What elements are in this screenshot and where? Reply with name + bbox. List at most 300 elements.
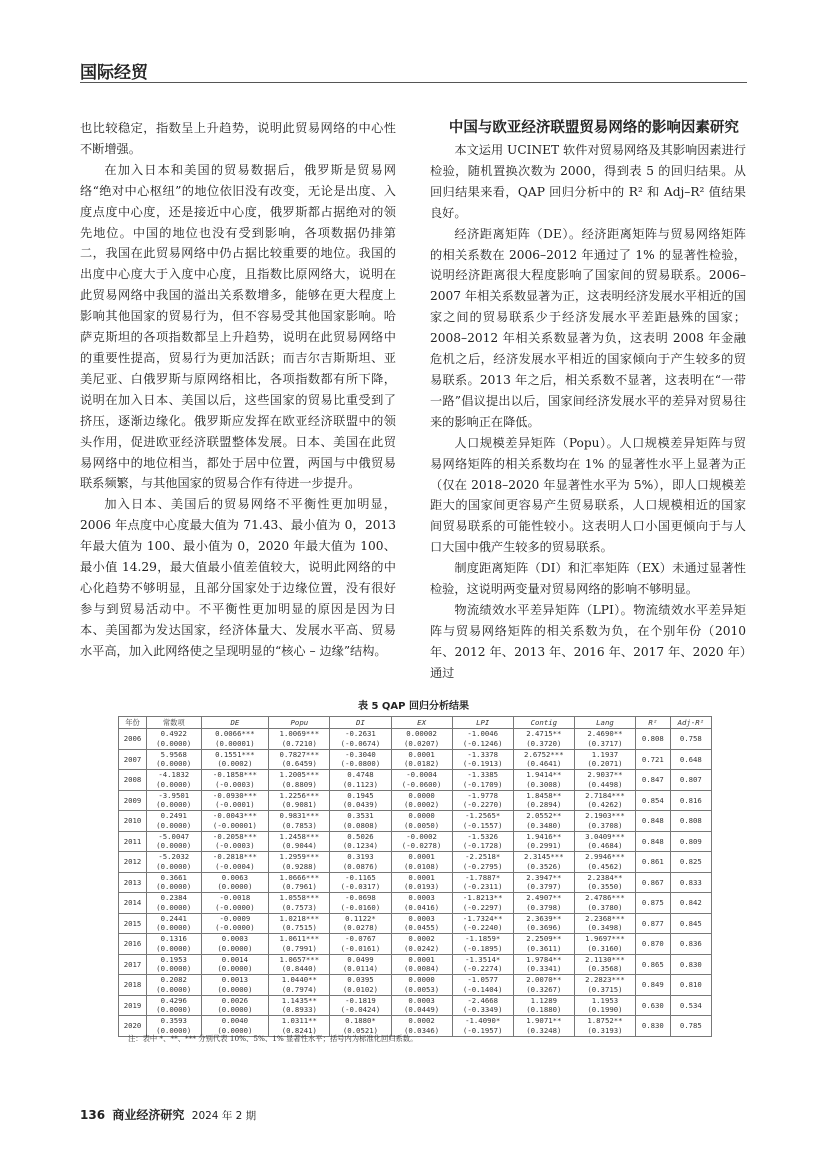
coefficient-value: 0.0001 <box>408 749 435 759</box>
coefficient-cell <box>269 770 330 791</box>
paragraph: 在加入日本和美国的贸易数据后，俄罗斯是贸易网络“绝对中心枢纽”的地位依旧没有改变，无论是出度、入度点度中心度，还是接近中心度，俄罗斯都占据绝对的领先地位。中国的地位也没有受到影响，各项数据仍排第二，我国在此贸易网络中仍占据比较重要的地位。我国的出度中心度大于入度中心度，且指数比原网络大，说明在此贸易网络中我国的溢出关系数增多，能够在更大程度上影响其他国家的贸易行为，但不容易受其他国家影响。哈萨克斯坦的各项指数都呈上升趋势，说明在此贸易网络中的重要性提高，贸易行为更加活跃；而吉尔吉斯斯坦、亚美尼亚、白俄罗斯与原网络相比，各项指数都有所下降，说明在加入日本、美国以后，这些国家的贸易比重受到了挤压，逐渐边缘化。俄罗斯应发挥在欧亚经济联盟中的领头作用，促进欧亚经济联盟整体发展。日本、美国在此贸易网络中的地位相当，都处于居中位置，两国与中俄贸易联系频繁，与其他国家的贸易合作有待进一步提升。 <box>80 162 396 491</box>
adj-r2-cell: 0.845 <box>670 913 711 934</box>
coefficient-value: -0.0043*** <box>212 811 257 821</box>
coefficient-value: 0.0040 <box>221 1016 249 1026</box>
coefficient-cell <box>147 872 202 893</box>
standardized-value: (0.0808) <box>342 820 379 830</box>
standardized-value: (0.9081) <box>281 800 317 810</box>
standardized-value: (0.0278) <box>342 923 379 933</box>
standardized-value: (0.3498) <box>587 923 623 933</box>
standardized-value: (0.0000) <box>217 984 253 994</box>
standardized-value: (-0.00001) <box>212 820 257 830</box>
coefficient-cell <box>513 831 574 852</box>
coefficient-value: 2.4690** <box>587 729 623 739</box>
year-cell: 2018 <box>119 975 147 996</box>
adj-r2-cell: 0.836 <box>670 934 711 955</box>
standardized-value: (-0.1895) <box>462 943 503 953</box>
coefficient-cell <box>391 954 452 975</box>
coefficient-cell <box>391 1016 452 1037</box>
coefficient-cell <box>452 995 513 1016</box>
standardized-value: (0.3341) <box>526 964 562 974</box>
coefficient-value: 1.9697*** <box>585 934 625 944</box>
coefficient-cell <box>452 975 513 996</box>
coefficient-cell <box>330 893 391 914</box>
coefficient-cell <box>452 934 513 955</box>
coefficient-value: 2.6752*** <box>524 749 564 759</box>
paragraph: 加入日本、美国后的贸易网络不平衡性更加明显，2006 年点度中心度最大值为 71.43、最小值为 0，2013 年最大值为 100、最小值为 0，2020 年最大值为 100、最小值 14.29，最大值最小值差值较大，说明此网络的中心化趋势不够明显，且部分国家处于边缘位置，没有很好参与到贸易活动中。不平衡性更加明显的原因是因为日本、美国都为发达国家，经济体量大、发展水平高、贸易水平高，加入此网络使之呈现明显的“核心 – 边缘”结构。 <box>80 497 396 658</box>
coefficient-value: -2.4668 <box>467 995 499 1005</box>
column-header: R² <box>636 717 671 729</box>
year-cell: 2007 <box>119 749 147 770</box>
coefficient-value: 0.1316 <box>160 934 187 944</box>
adj-r2-cell: 0.833 <box>670 872 711 893</box>
standardized-value: (0.1234) <box>342 841 379 851</box>
standardized-value: (0.0000) <box>217 882 253 892</box>
coefficient-cell <box>147 770 202 791</box>
r2-cell: 0.830 <box>636 1016 671 1037</box>
coefficient-value: -1.7324** <box>462 913 503 923</box>
standardized-value: (0.0193) <box>404 882 440 892</box>
standardized-value: (-0.2240) <box>462 923 503 933</box>
coefficient-value: -5.0047 <box>158 831 190 841</box>
coefficient-cell <box>147 975 202 996</box>
standardized-value: (0.0346) <box>404 1025 440 1035</box>
standardized-value: (0.3550) <box>587 882 623 892</box>
coefficient-cell <box>269 934 330 955</box>
coefficient-value: -1.3514* <box>465 954 501 964</box>
coefficient-value: 2.9037** <box>587 770 623 780</box>
coefficient-value: 0.0000 <box>408 975 435 985</box>
coefficient-cell <box>330 954 391 975</box>
page-footer <box>80 1106 256 1123</box>
adj-r2-cell: 0.807 <box>670 770 711 791</box>
coefficient-cell <box>269 995 330 1016</box>
coefficient-cell <box>201 749 269 770</box>
year-cell: 2014 <box>119 893 147 914</box>
coefficient-cell <box>513 995 574 1016</box>
coefficient-cell <box>201 852 269 873</box>
coefficient-cell <box>269 1016 330 1037</box>
coefficient-cell <box>513 954 574 975</box>
coefficient-cell <box>574 913 635 934</box>
coefficient-cell <box>269 975 330 996</box>
coefficient-value: 1.2959*** <box>279 852 320 862</box>
standardized-value: (0.0000) <box>217 1025 253 1035</box>
coefficient-value: -0.0002 <box>406 831 437 841</box>
coefficient-value: -1.1859* <box>465 934 501 944</box>
coefficient-value: 0.2082 <box>160 975 187 985</box>
standardized-value: (-0.1957) <box>462 1025 503 1035</box>
coefficient-value: 0.4922 <box>160 729 187 739</box>
paragraph: 也比较稳定，指数呈上升趋势，说明此贸易网络的中心性不断增强。 <box>80 121 396 156</box>
coefficient-cell <box>147 729 202 750</box>
standardized-value: (0.3696) <box>526 923 562 933</box>
standardized-value: (0.3798) <box>526 902 562 912</box>
standardized-value: (0.0182) <box>404 759 440 769</box>
coefficient-cell <box>452 831 513 852</box>
standardized-value: (0.3780) <box>587 902 623 912</box>
year-cell: 2012 <box>119 852 147 873</box>
coefficient-value: 0.0003 <box>221 934 249 944</box>
standardized-value: (0.00001) <box>215 738 255 748</box>
standardized-value: (0.7974) <box>281 984 317 994</box>
coefficient-value: 0.00002 <box>406 729 437 739</box>
coefficient-value: -0.0004 <box>406 770 437 780</box>
standardized-value: (-0.0161) <box>340 943 381 953</box>
coefficient-value: 3.0409*** <box>585 831 625 841</box>
standardized-value: (0.0000) <box>156 738 192 748</box>
table-row <box>119 770 712 791</box>
standardized-value: (0.3160) <box>587 943 623 953</box>
column-header: DE <box>201 717 269 729</box>
standardized-value: (0.8933) <box>281 1005 317 1015</box>
standardized-value: (0.0000) <box>217 964 253 974</box>
table-row <box>119 831 712 852</box>
coefficient-value: 1.0218*** <box>279 913 320 923</box>
standardized-value: (0.0108) <box>404 861 440 871</box>
standardized-value: (0.3797) <box>526 882 562 892</box>
coefficient-cell <box>201 893 269 914</box>
column-header: EX <box>391 717 452 729</box>
coefficient-cell <box>201 831 269 852</box>
adj-r2-cell: 0.785 <box>670 1016 711 1037</box>
coefficient-cell <box>330 913 391 934</box>
coefficient-value: 0.0001 <box>408 872 435 882</box>
standardized-value: (0.0002) <box>404 800 440 810</box>
coefficient-cell <box>269 790 330 811</box>
coefficient-cell <box>269 749 330 770</box>
coefficient-value: 0.0000 <box>408 790 435 800</box>
standardized-value: (0.2894) <box>526 800 562 810</box>
coefficient-value: 1.2005*** <box>279 770 320 780</box>
right-column <box>430 118 746 684</box>
table-row <box>119 811 712 832</box>
paragraph: 本文运用 UCINET 软件对贸易网络及其影响因素进行检验，随机置换次数为 2000，得到表 5 的回归结果。从回归结果来看，QAP 回归分析中的 R² 和 Adj–R² 值结果良好。 <box>430 143 746 220</box>
coefficient-cell <box>269 852 330 873</box>
coefficient-value: -0.0698 <box>345 893 376 903</box>
standardized-value: (-0.0001) <box>215 800 255 810</box>
coefficient-value: -0.1819 <box>345 995 376 1005</box>
coefficient-value: -0.0009 <box>219 913 251 923</box>
standardized-value: (0.0242) <box>404 943 440 953</box>
coefficient-value: -0.0767 <box>345 934 376 944</box>
coefficient-value: 2.4715** <box>526 729 562 739</box>
standardized-value: (0.0000) <box>156 820 192 830</box>
coefficient-value: 0.3661 <box>160 872 187 882</box>
table-caption: 表 5 QAP 回归分析结果 <box>358 701 469 712</box>
coefficient-cell <box>574 770 635 791</box>
standardized-value: (0.4562) <box>587 861 623 871</box>
coefficient-cell <box>147 749 202 770</box>
coefficient-cell <box>330 975 391 996</box>
coefficient-value: 0.1945 <box>347 790 374 800</box>
coefficient-cell <box>513 790 574 811</box>
standardized-value: (-0.0004) <box>215 861 255 871</box>
coefficient-value: 0.3531 <box>347 811 374 821</box>
standardized-value: (0.9044) <box>281 841 317 851</box>
coefficient-cell <box>574 975 635 996</box>
standardized-value: (-0.2270) <box>462 800 503 810</box>
coefficient-cell <box>574 954 635 975</box>
standardized-value: (0.0000) <box>156 759 192 769</box>
standardized-value: (-0.1557) <box>462 820 503 830</box>
standardized-value: (0.0000) <box>156 943 192 953</box>
coefficient-value: 2.1130*** <box>585 954 625 964</box>
table-row <box>119 852 712 873</box>
coefficient-value: 0.3193 <box>347 852 374 862</box>
r2-cell: 0.870 <box>636 934 671 955</box>
coefficient-cell <box>201 975 269 996</box>
standardized-value: (0.7210) <box>281 738 317 748</box>
standardized-value: (0.3568) <box>587 964 623 974</box>
standardized-value: (-0.2795) <box>462 861 503 871</box>
coefficient-cell <box>574 749 635 770</box>
standardized-value: (0.0455) <box>404 923 440 933</box>
coefficient-cell <box>201 729 269 750</box>
coefficient-cell <box>330 852 391 873</box>
standardized-value: (0.2071) <box>587 759 623 769</box>
standardized-value: (-0.1404) <box>462 984 503 994</box>
coefficient-value: -0.1165 <box>345 872 376 882</box>
standardized-value: (0.0000) <box>156 861 192 871</box>
coefficient-cell <box>201 811 269 832</box>
year-cell: 2016 <box>119 934 147 955</box>
table-row <box>119 995 712 1016</box>
year-cell: 2006 <box>119 729 147 750</box>
coefficient-cell <box>147 995 202 1016</box>
coefficient-value: 1.9414** <box>526 770 562 780</box>
coefficient-cell <box>452 852 513 873</box>
standardized-value: (-0.0800) <box>340 759 381 769</box>
adj-r2-cell: 0.534 <box>670 995 711 1016</box>
coefficient-value: 1.1289 <box>530 995 557 1005</box>
coefficient-value: 2.2509** <box>526 934 562 944</box>
year-cell: 2013 <box>119 872 147 893</box>
coefficient-cell <box>391 852 452 873</box>
adj-r2-cell: 0.810 <box>670 975 711 996</box>
coefficient-value: -0.3040 <box>345 749 376 759</box>
coefficient-value: 0.0002 <box>408 1016 435 1026</box>
coefficient-cell <box>452 872 513 893</box>
coefficient-cell <box>513 1016 574 1037</box>
coefficient-cell <box>330 749 391 770</box>
standardized-value: (0.0084) <box>404 964 440 974</box>
standardized-value: (-0.1728) <box>462 841 503 851</box>
standardized-value: (-0.1246) <box>462 738 503 748</box>
standardized-value: (0.8809) <box>281 779 317 789</box>
coefficient-cell <box>147 934 202 955</box>
standardized-value: (0.6459) <box>281 759 317 769</box>
column-header: DI <box>330 717 391 729</box>
coefficient-cell <box>391 995 452 1016</box>
coefficient-value: 0.0001 <box>408 954 435 964</box>
standardized-value: (0.3193) <box>587 1025 623 1035</box>
coefficient-value: 0.0003 <box>408 893 435 903</box>
standardized-value: (0.4641) <box>526 759 562 769</box>
table-row <box>119 729 712 750</box>
coefficient-value: 0.4748 <box>347 770 374 780</box>
coefficient-value: -5.2032 <box>158 852 190 862</box>
standardized-value: (0.7515) <box>281 923 317 933</box>
coefficient-value: 1.0666*** <box>279 872 320 882</box>
coefficient-cell <box>330 729 391 750</box>
coefficient-value: 0.1880* <box>345 1016 376 1026</box>
standardized-value: (-0.0160) <box>340 902 381 912</box>
standardized-value: (0.3708) <box>587 820 623 830</box>
standardized-value: (0.0050) <box>404 820 440 830</box>
adj-r2-cell: 0.825 <box>670 852 711 873</box>
r2-cell: 0.877 <box>636 913 671 934</box>
coefficient-cell <box>330 1016 391 1037</box>
table-row <box>119 913 712 934</box>
r2-cell: 0.721 <box>636 749 671 770</box>
year-cell: 2017 <box>119 954 147 975</box>
coefficient-cell <box>330 934 391 955</box>
coefficient-value: 1.8752** <box>587 1016 623 1026</box>
standardized-value: (-0.0003) <box>215 841 255 851</box>
year-cell: 2008 <box>119 770 147 791</box>
paragraph: 经济距离矩阵（DE）。经济距离矩阵与贸易网络矩阵的相关系数在 2006–2012 年通过了 1% 的显著性检验，说明经济距离很大程度影响了国家间的贸易联系。2006–2007 年相关系数显著为正，这表明经济发展水平相近的国家之间的贸易联系少于经济发展水平差距悬殊的国家；2008–2012 年相关系数显著为负，这表明 2008 年金融危机之后，经济发展水平相近的国家倾向于产生较多的贸易联系。2013 年之后，相关系数不显著，这表明在“一带一路”倡议提出以后，国家间经济发展水平的差异对贸易往来的影响正在降低。 <box>430 226 746 429</box>
coefficient-value: 0.0002 <box>408 934 435 944</box>
standardized-value: (0.3480) <box>526 820 562 830</box>
coefficient-cell <box>201 913 269 934</box>
coefficient-value: -3.9501 <box>158 790 190 800</box>
standardized-value: (-0.0000) <box>215 902 255 912</box>
adj-r2-cell: 0.842 <box>670 893 711 914</box>
r2-cell: 0.861 <box>636 852 671 873</box>
coefficient-value: -1.9778 <box>467 790 499 800</box>
column-header: Popu <box>269 717 330 729</box>
coefficient-value: 2.4907** <box>526 893 562 903</box>
standardized-value: (0.7961) <box>281 882 317 892</box>
standardized-value: (-0.0600) <box>401 779 442 789</box>
coefficient-cell <box>201 954 269 975</box>
coefficient-value: 2.0552** <box>526 811 562 821</box>
coefficient-cell <box>330 790 391 811</box>
coefficient-cell <box>330 831 391 852</box>
r2-cell: 0.808 <box>636 729 671 750</box>
coefficient-cell <box>391 749 452 770</box>
coefficient-cell <box>269 729 330 750</box>
coefficient-cell <box>201 995 269 1016</box>
standardized-value: (0.8440) <box>281 964 317 974</box>
coefficient-value: 2.3639** <box>526 913 562 923</box>
coefficient-cell <box>269 913 330 934</box>
standardized-value: (-0.2274) <box>462 964 503 974</box>
coefficient-cell <box>147 852 202 873</box>
standardized-value: (-0.1709) <box>462 779 503 789</box>
coefficient-cell <box>574 729 635 750</box>
coefficient-cell <box>201 934 269 955</box>
standardized-value: (-0.3349) <box>462 1005 503 1015</box>
coefficient-cell <box>201 872 269 893</box>
standardized-value: (0.0521) <box>342 1025 379 1035</box>
column-header: Contig <box>513 717 574 729</box>
issue: 2024 年 2 期 <box>191 1110 257 1122</box>
standardized-value: (0.0000) <box>156 841 192 851</box>
standardized-value: (0.0002) <box>217 759 253 769</box>
coefficient-value: 1.0611*** <box>279 934 320 944</box>
coefficient-cell <box>574 995 635 1016</box>
coefficient-cell <box>330 872 391 893</box>
standardized-value: (-0.0674) <box>340 738 381 748</box>
coefficient-value: 0.0013 <box>221 975 249 985</box>
column-header: Lang <box>574 717 635 729</box>
coefficient-cell <box>330 770 391 791</box>
r2-cell: 0.630 <box>636 995 671 1016</box>
coefficient-cell <box>391 934 452 955</box>
table-note: 注：表中 *、**、*** 分别代表 10%、5%、1% 显著性水平；括号内为标准化回归系数。 <box>128 1034 418 1043</box>
standardized-value: (0.0416) <box>404 902 440 912</box>
coefficient-value: 2.9946*** <box>585 852 625 862</box>
coefficient-value: 1.0069*** <box>279 729 320 739</box>
coefficient-cell <box>452 1016 513 1037</box>
paragraph: 物流绩效水平差异矩阵（LPI）。物流绩效水平差异矩阵与贸易网络矩阵的相关系数为负，在个别年份（2010 年、2012 年、2013 年、2016 年、2017 年、2020 年）通过 <box>430 602 746 680</box>
coefficient-value: 0.0001 <box>408 852 435 862</box>
running-header: 国际经贸 <box>80 63 148 83</box>
coefficient-value: 2.1903*** <box>585 811 625 821</box>
standardized-value: (0.2991) <box>526 841 562 851</box>
standardized-value: (0.0000) <box>156 779 192 789</box>
adj-r2-cell: 0.816 <box>670 790 711 811</box>
coefficient-cell <box>574 811 635 832</box>
standardized-value: (-0.1913) <box>462 759 503 769</box>
year-cell: 2010 <box>119 811 147 832</box>
coefficient-value: 0.1953 <box>160 954 187 964</box>
coefficient-cell <box>391 893 452 914</box>
r2-cell: 0.865 <box>636 954 671 975</box>
coefficient-value: 0.0499 <box>347 954 374 964</box>
coefficient-value: -1.3378 <box>467 749 499 759</box>
section-title: 中国与欧亚经济联盟贸易网络的影响因素研究 <box>448 120 739 136</box>
coefficient-value: 0.0026 <box>221 995 249 1005</box>
coefficient-cell <box>330 995 391 1016</box>
coefficient-cell <box>574 872 635 893</box>
coefficient-value: 1.0558*** <box>279 893 320 903</box>
coefficient-value: 0.2441 <box>160 913 187 923</box>
coefficient-cell <box>574 893 635 914</box>
table-row <box>119 790 712 811</box>
coefficient-cell <box>147 893 202 914</box>
standardized-value: (0.0000) <box>156 984 192 994</box>
coefficient-value: 0.0000 <box>408 811 435 821</box>
coefficient-value: -2.2518* <box>465 852 501 862</box>
coefficient-value: -1.3385 <box>467 770 499 780</box>
coefficient-value: -0.1858*** <box>212 770 257 780</box>
standardized-value: (-0.0003) <box>215 779 255 789</box>
coefficient-value: 0.0063 <box>221 872 249 882</box>
coefficient-cell <box>269 831 330 852</box>
table-row <box>119 872 712 893</box>
coefficient-value: 0.0003 <box>408 995 435 1005</box>
standardized-value: (0.7991) <box>281 943 317 953</box>
coefficient-cell <box>513 934 574 955</box>
coefficient-cell <box>147 831 202 852</box>
standardized-value: (0.7853) <box>281 820 317 830</box>
table-header-row <box>119 717 712 729</box>
coefficient-value: -1.5326 <box>467 831 499 841</box>
standardized-value: (-0.0278) <box>401 841 442 851</box>
coefficient-value: 0.0395 <box>347 975 374 985</box>
coefficient-cell <box>513 811 574 832</box>
table-row <box>119 975 712 996</box>
coefficient-value: 1.9071** <box>526 1016 562 1026</box>
r2-cell: 0.867 <box>636 872 671 893</box>
standardized-value: (0.3267) <box>526 984 562 994</box>
year-cell: 2015 <box>119 913 147 934</box>
coefficient-cell <box>452 749 513 770</box>
standardized-value: (0.0449) <box>404 1005 440 1015</box>
